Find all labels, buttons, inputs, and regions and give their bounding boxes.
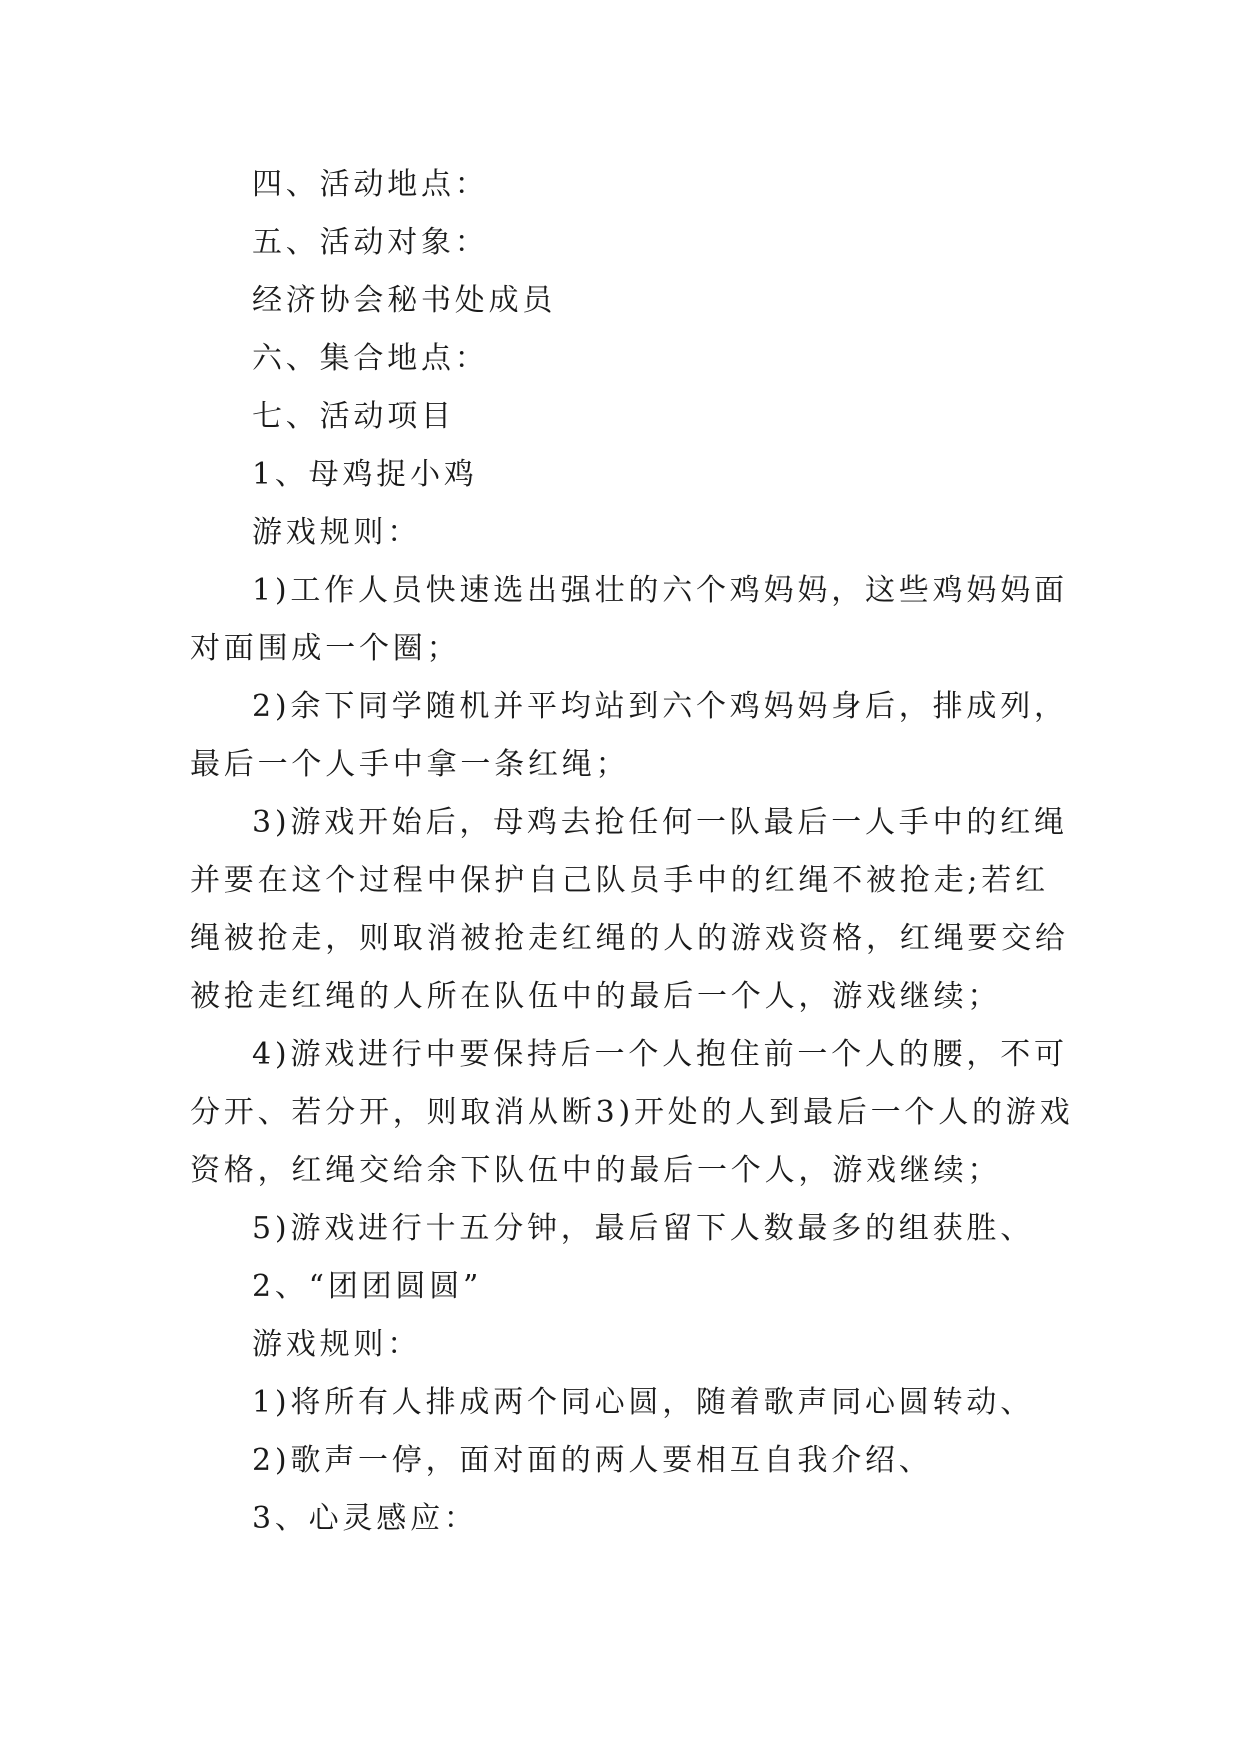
rule-3-line-1: 3)游戏开始后，母鸡去抢任何一队最后一人手中的红绳 — [252, 805, 1068, 840]
heading-gathering-location: 六、集合地点： — [252, 341, 489, 376]
item-1-title: 1、母鸡捉小鸡 — [252, 457, 478, 492]
rule-3-line-4: 被抢走红绳的人所在队伍中的最后一个人，游戏继续； — [190, 979, 1002, 1014]
rules-heading-2: 游戏规则： — [252, 1327, 421, 1362]
rule-4-line-2: 分开、若分开，则取消从断3)开处的人到最后一个人的游戏 — [190, 1095, 1074, 1130]
rules-heading-1: 游戏规则： — [252, 515, 421, 550]
heading-activity-location: 四、活动地点： — [252, 167, 489, 202]
rule-1-line-2: 对面围成一个圈； — [190, 631, 461, 666]
rule-4-line-1: 4)游戏进行中要保持后一个人抱住前一个人的腰，不可 — [252, 1037, 1068, 1072]
heading-activity-target: 五、活动对象： — [252, 225, 489, 260]
rule-2-line-1: 2)余下同学随机并平均站到六个鸡妈妈身后，排成列， — [252, 689, 1068, 724]
rule-1-line-1: 1)工作人员快速选出强壮的六个鸡妈妈，这些鸡妈妈面 — [252, 573, 1068, 608]
rule-4-line-3: 资格，红绳交给余下队伍中的最后一个人，游戏继续； — [190, 1153, 1002, 1188]
item-2-title: 2、“团团圆圆” — [252, 1269, 483, 1304]
rule-3-line-3: 绳被抢走，则取消被抢走红绳的人的游戏资格，红绳要交给 — [190, 921, 1069, 956]
item-2-rule-1: 1)将所有人排成两个同心圆，随着歌声同心圆转动、 — [252, 1385, 1034, 1420]
rule-2-line-2: 最后一个人手中拿一条红绳； — [190, 747, 630, 782]
rule-5-line-1: 5)游戏进行十五分钟，最后留下人数最多的组获胜、 — [252, 1211, 1034, 1246]
text-target-members: 经济协会秘书处成员 — [252, 283, 557, 318]
rule-3-line-2: 并要在这个过程中保护自己队员手中的红绳不被抢走;若红 — [190, 863, 1049, 898]
heading-activity-items: 七、活动项目 — [252, 399, 455, 434]
item-3-title: 3、心灵感应： — [252, 1501, 478, 1536]
item-2-rule-2: 2)歌声一停，面对面的两人要相互自我介绍、 — [252, 1443, 933, 1478]
